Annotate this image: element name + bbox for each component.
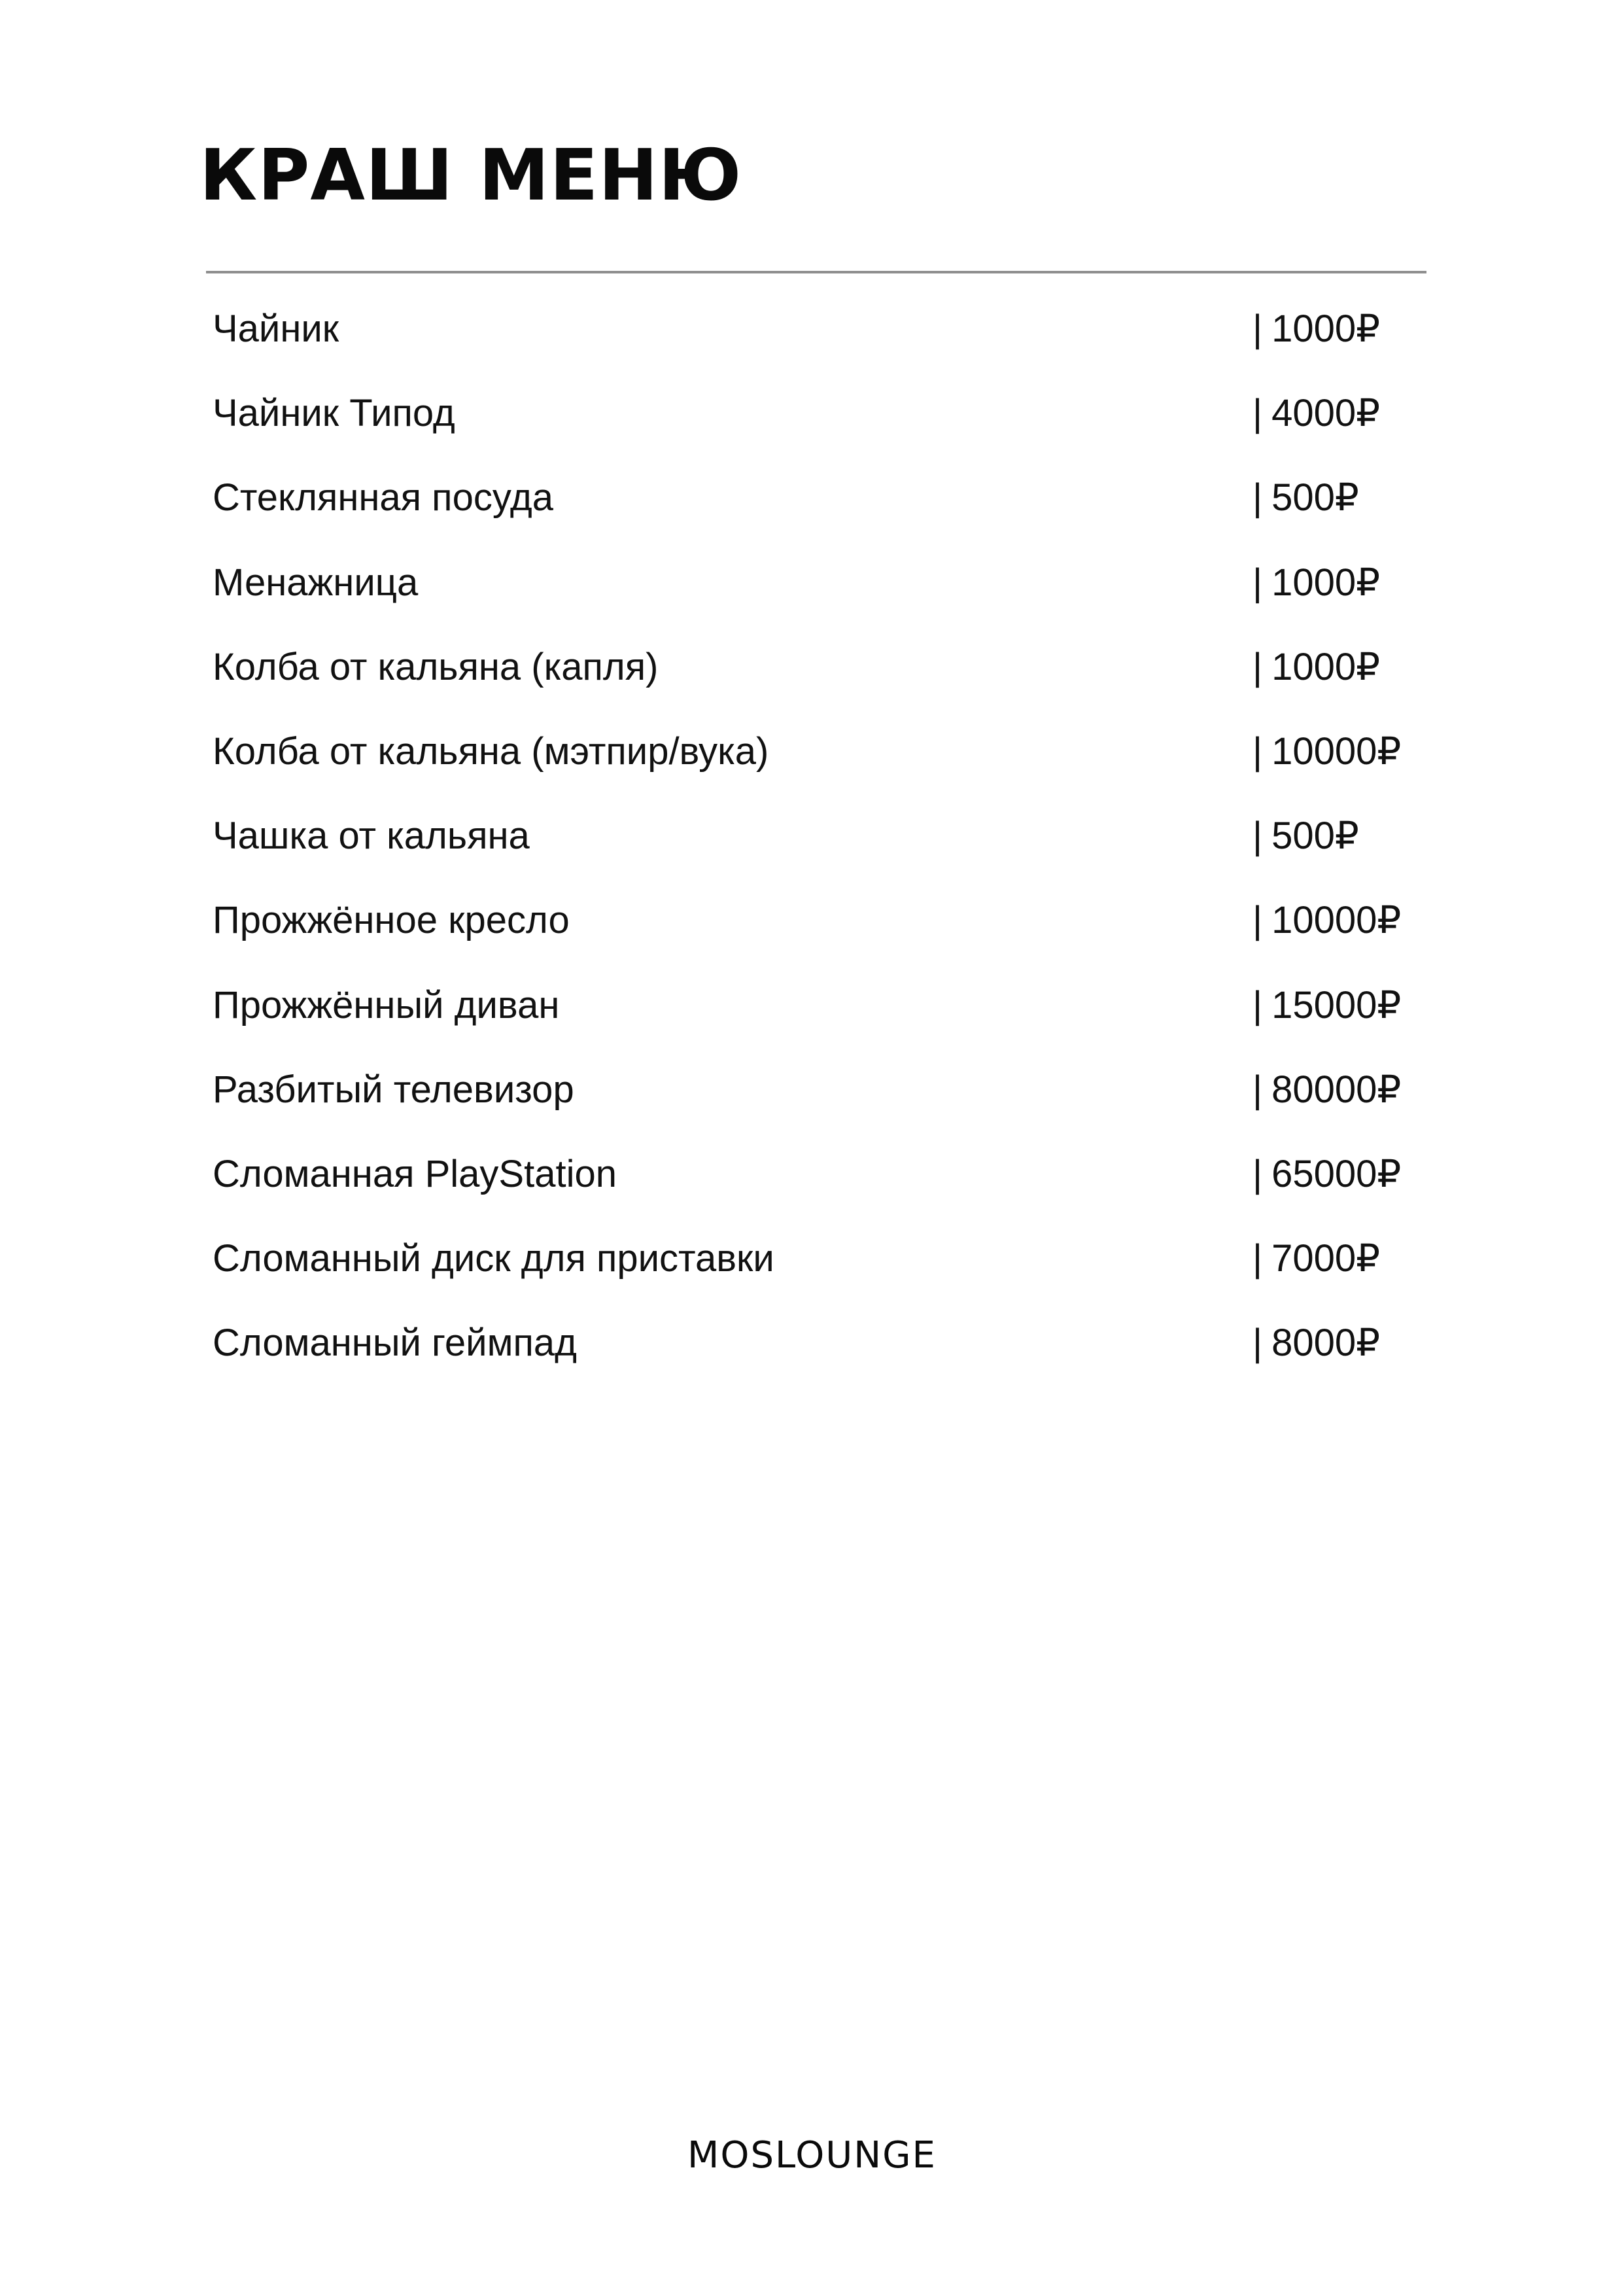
menu-item bbox=[213, 1302, 1426, 1386]
menu-item-name: Прожжённое кресло bbox=[213, 899, 570, 942]
menu-item bbox=[213, 626, 1426, 710]
menu-item-name: Прожжённый диван bbox=[213, 983, 560, 1026]
menu-item-price-group bbox=[1253, 644, 1380, 690]
menu-item-name: Менажница bbox=[213, 561, 419, 604]
menu-item bbox=[213, 964, 1426, 1049]
menu-item-price: 4000₽ bbox=[1271, 392, 1381, 435]
menu-item-price-group bbox=[1253, 898, 1401, 943]
menu-item bbox=[213, 1049, 1426, 1133]
menu-item-price: 7000₽ bbox=[1271, 1237, 1381, 1280]
menu-item bbox=[213, 879, 1426, 964]
menu-item-price-group bbox=[1253, 306, 1380, 352]
menu-item-price: 10000₽ bbox=[1271, 729, 1402, 773]
price-separator: | bbox=[1253, 476, 1263, 519]
price-separator: | bbox=[1253, 1152, 1263, 1195]
price-separator: | bbox=[1253, 1237, 1263, 1280]
menu-item-name: Колба от кальяна (мэтпир/вука) bbox=[213, 729, 769, 773]
menu-item bbox=[213, 710, 1426, 795]
price-separator: | bbox=[1253, 1068, 1263, 1111]
price-separator: | bbox=[1253, 983, 1263, 1026]
menu-item-price-group bbox=[1253, 1151, 1401, 1197]
footer-brand: MOSLOUNGE bbox=[687, 2134, 937, 2177]
menu-item-price-group bbox=[1253, 391, 1380, 436]
menu-item bbox=[213, 542, 1426, 626]
menu-item-name: Колба от кальяна (капля) bbox=[213, 645, 659, 688]
price-separator: | bbox=[1253, 1322, 1263, 1365]
menu-item-name: Сломанный диск для приставки bbox=[213, 1237, 774, 1280]
menu-item-price: 8000₽ bbox=[1271, 1322, 1381, 1365]
menu-item-price-group bbox=[1253, 1067, 1401, 1113]
menu-item-name: Чайник bbox=[213, 307, 339, 350]
menu-item-name: Разбитый телевизор bbox=[213, 1068, 574, 1111]
title-divider bbox=[206, 271, 1426, 273]
price-separator: | bbox=[1253, 815, 1263, 858]
menu-item-price: 65000₽ bbox=[1271, 1152, 1402, 1195]
menu-item bbox=[213, 1133, 1426, 1218]
menu-item-name: Чайник Типод bbox=[213, 392, 455, 435]
menu-item-price-group bbox=[1253, 560, 1380, 606]
menu-item-price: 1000₽ bbox=[1271, 561, 1381, 604]
menu-item bbox=[213, 1218, 1426, 1302]
menu-item-name: Стеклянная посуда bbox=[213, 476, 554, 519]
menu-item-price: 1000₽ bbox=[1271, 645, 1381, 688]
menu-item-name: Сломанная PlayStation bbox=[213, 1152, 617, 1195]
menu-item-name: Сломанный геймпад bbox=[213, 1322, 577, 1365]
page-title: КРАШ МЕНЮ bbox=[199, 135, 742, 217]
menu-item-price: 500₽ bbox=[1271, 476, 1359, 519]
menu-item bbox=[213, 795, 1426, 879]
price-separator: | bbox=[1253, 729, 1263, 773]
menu-item-price-group bbox=[1253, 983, 1401, 1028]
menu-item bbox=[213, 457, 1426, 541]
price-separator: | bbox=[1253, 561, 1263, 604]
menu-item-price-group bbox=[1253, 729, 1401, 775]
menu-item-price-group bbox=[1253, 1236, 1380, 1282]
menu-item bbox=[213, 372, 1426, 457]
menu-item-name: Чашка от кальяна bbox=[213, 815, 530, 858]
menu-item-price: 500₽ bbox=[1271, 815, 1359, 858]
menu-item bbox=[213, 288, 1426, 372]
menu-item-price: 10000₽ bbox=[1271, 899, 1402, 942]
price-separator: | bbox=[1253, 307, 1263, 350]
menu-item-price: 15000₽ bbox=[1271, 983, 1402, 1026]
menu-item-price: 80000₽ bbox=[1271, 1068, 1402, 1111]
menu-item-price-group bbox=[1253, 813, 1359, 859]
menu-list bbox=[213, 288, 1426, 1386]
menu-item-price-group bbox=[1253, 475, 1359, 521]
menu-item-price: 1000₽ bbox=[1271, 307, 1381, 350]
price-separator: | bbox=[1253, 392, 1263, 435]
price-separator: | bbox=[1253, 645, 1263, 688]
menu-item-price-group bbox=[1253, 1320, 1380, 1366]
price-separator: | bbox=[1253, 899, 1263, 942]
